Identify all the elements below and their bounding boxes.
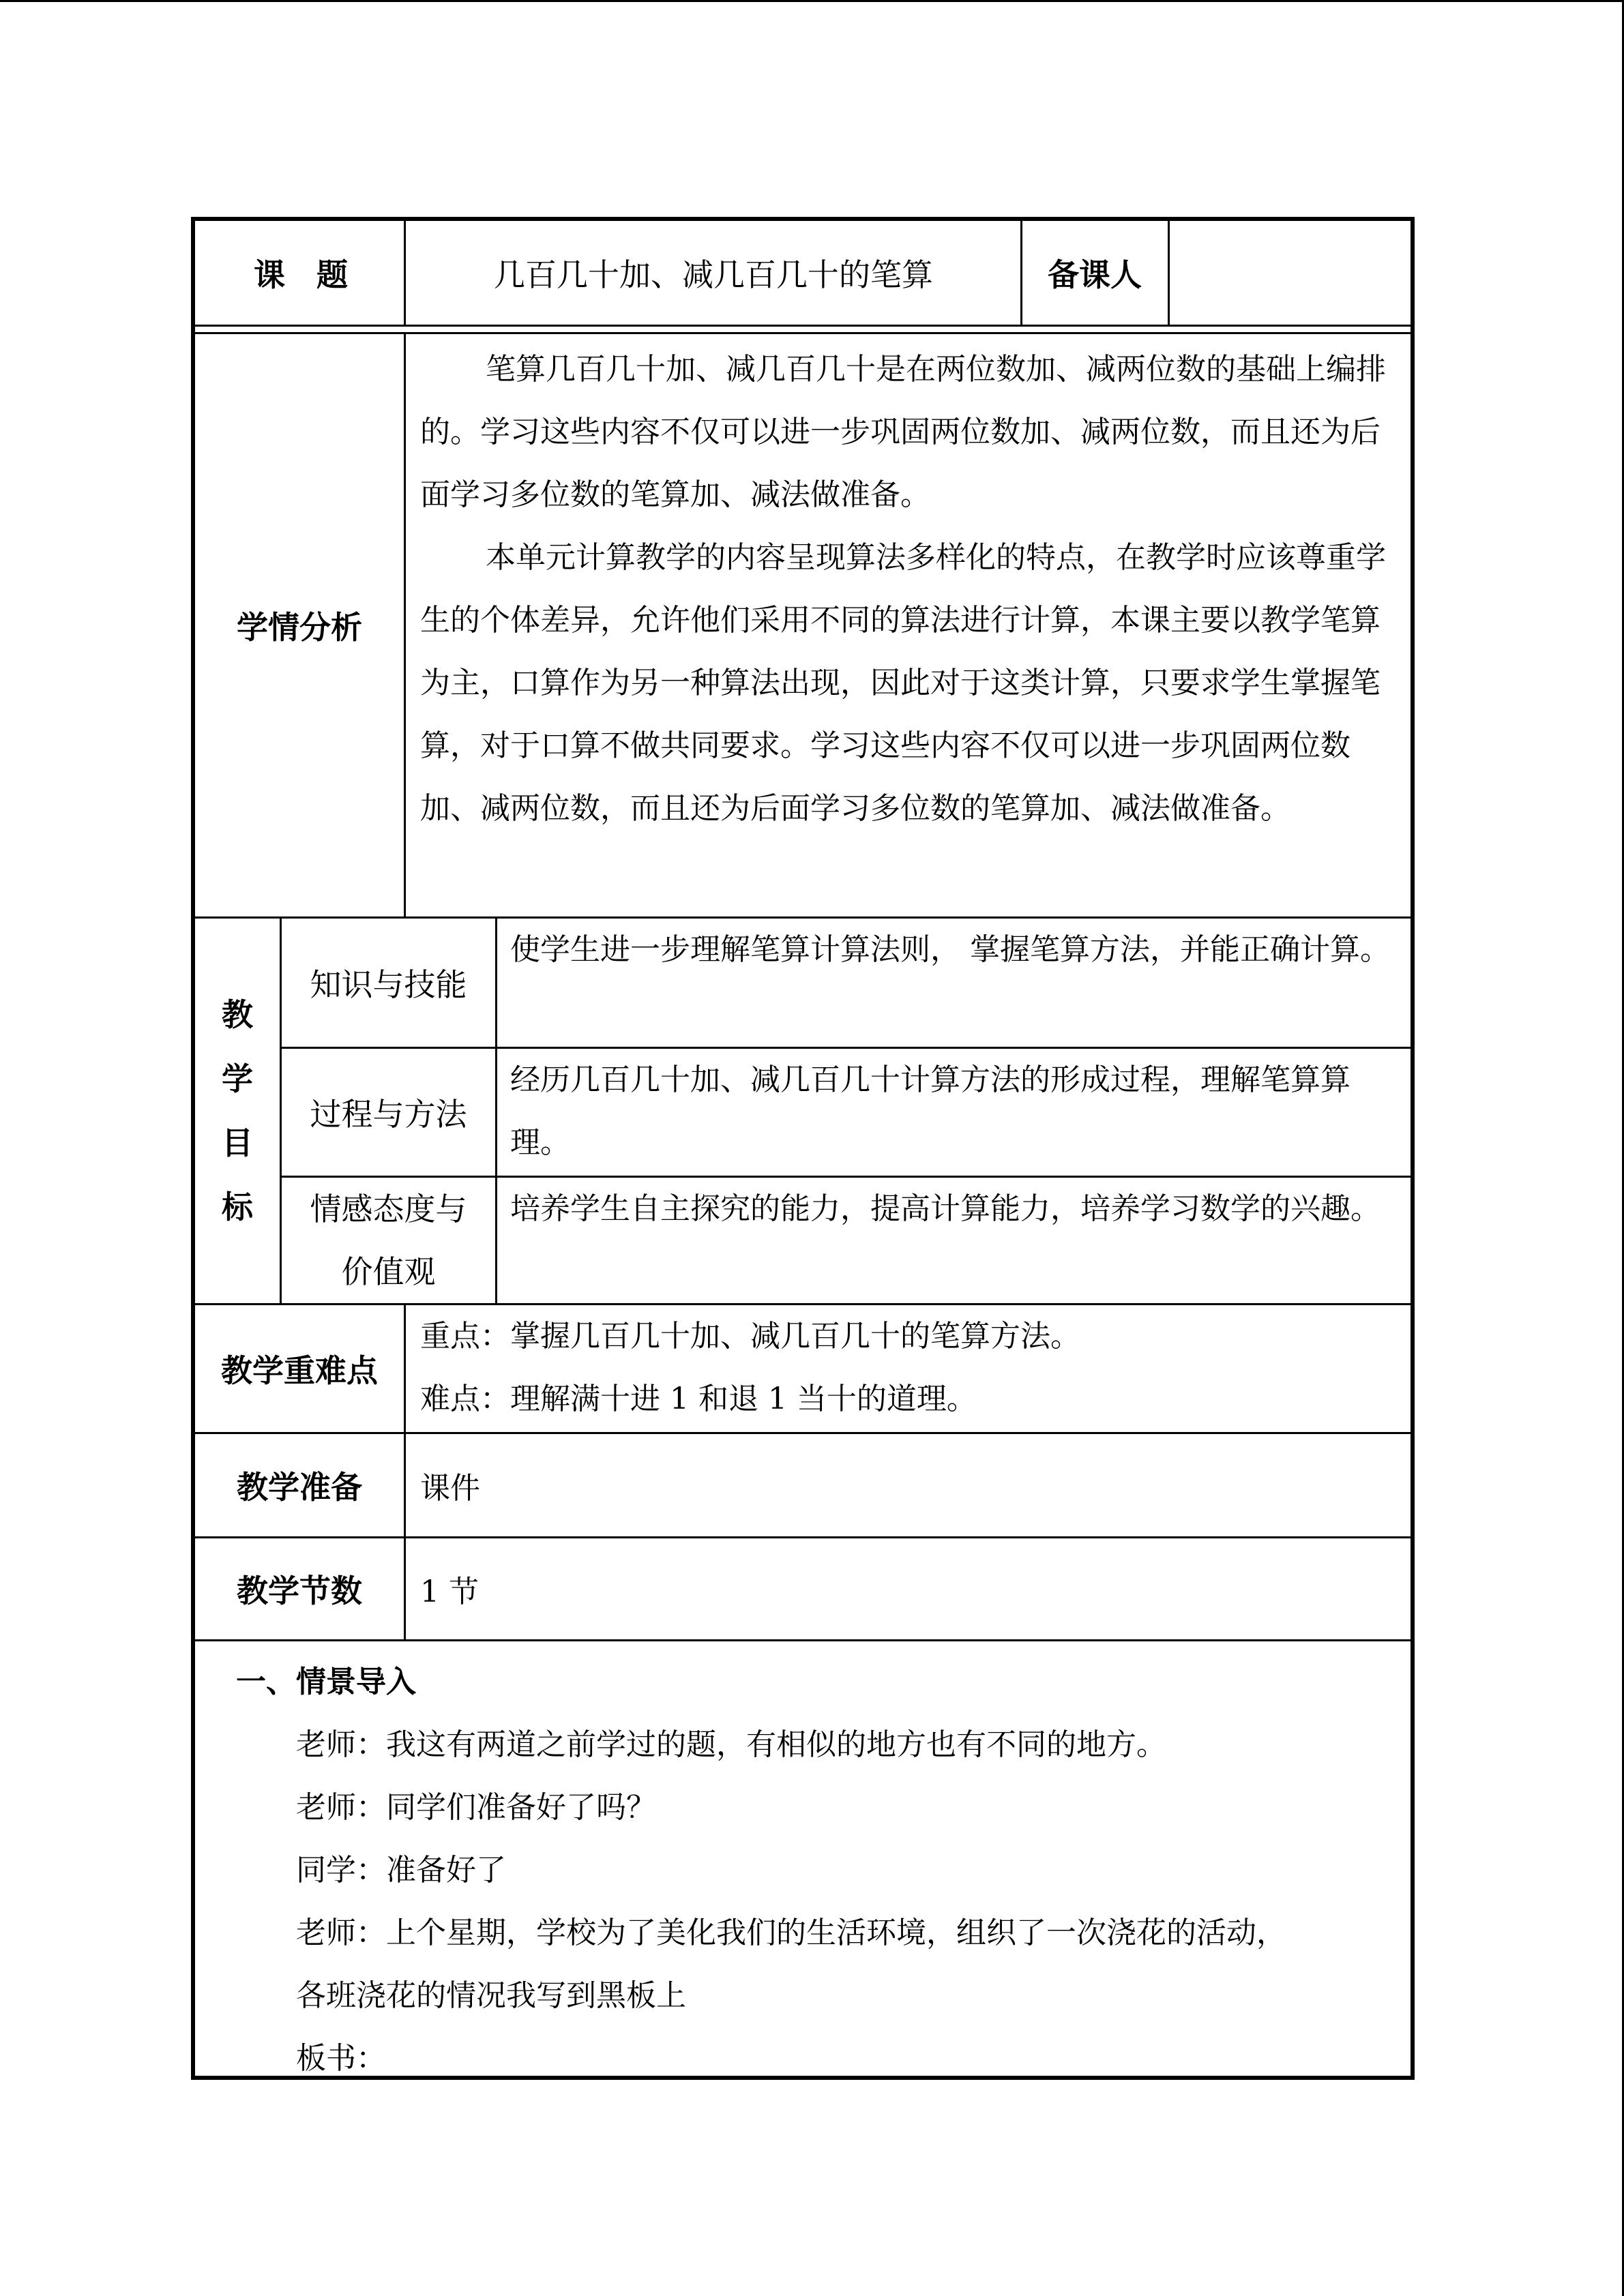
topic-label: 课 题 (254, 256, 348, 293)
process-line: 同学：准备好了 (296, 1853, 506, 1888)
analysis-text (420, 338, 1402, 918)
topic-value: 几百几十加、减几百几十的笔算 (494, 256, 933, 293)
preparation-divider (404, 1434, 406, 1536)
goal-category-process: 过程与方法 (310, 1096, 467, 1133)
goals-label-char-2: 学 (222, 1060, 253, 1097)
page-top-edge (0, 0, 1624, 2)
preparation-label: 教学准备 (237, 1469, 362, 1506)
sessions-value: 1 节 (420, 1575, 479, 1609)
process-section (195, 1641, 1411, 2076)
header-divider-2 (1020, 221, 1022, 325)
preparation-value: 课件 (420, 1471, 480, 1506)
keypoints-label: 教学重难点 (221, 1352, 378, 1389)
analysis-divider (404, 334, 406, 916)
sessions-divider (404, 1538, 406, 1639)
header-divider-3 (1168, 221, 1170, 325)
goals-label-char-4: 标 (222, 1189, 253, 1225)
goal-text-process: 经历几百几十加、减几百几十计算方法的形成过程，理解笔算算理。 (510, 1062, 1350, 1160)
process-line: 老师：上个星期，学校为了美化我们的生活环境，组织了一次浇花的活动， (296, 1915, 1286, 1950)
analysis-label: 学情分析 (237, 609, 362, 646)
analysis-paragraph-2: 本单元计算教学的内容呈现算法多样化的特点，在教学时应该尊重学生的个体差异，允许他们采用不同的算法进行计算，本课主要以教学笔算为主，口算作为另一种算法出现，因此对于这类计算，只要求学生掌握笔算，对于口算不做共同要求。学习这些内容不仅可以进一步巩固两位数加、减两位数，而且还为后面学习多位数的笔算加、减法做准备。 (420, 540, 1386, 826)
keypoints-divider (404, 1305, 406, 1432)
goal-category-attitude: 情感态度与价值观 (310, 1191, 467, 1290)
process-line: 老师：同学们准备好了吗？ (296, 1790, 656, 1825)
goal-category-knowledge: 知识与技能 (310, 966, 467, 1003)
process-line: 老师：我这有两道之前学过的题，有相似的地方也有不同的地方。 (296, 1727, 1166, 1762)
goals-label-char-3: 目 (222, 1124, 253, 1161)
process-lines (296, 1714, 1401, 2090)
keypoints-text (420, 1305, 1402, 1432)
analysis-paragraph-1: 笔算几百几十加、减几百几十是在两位数加、减两位数的基础上编排的。学习这些内容不仅可以进一步巩固两位数加、减两位数，而且还为后面学习多位数的笔算加、减法做准备。 (420, 352, 1386, 512)
header-divider-1 (404, 221, 406, 325)
goal-text-attitude: 培养学生自主探究的能力，提高计算能力，培养学习数学的兴趣。 (510, 1191, 1381, 1226)
process-line: 板书： (296, 2041, 386, 2076)
process-line: 各班浇花的情况我写到黑板上 (296, 1978, 686, 2013)
preparer-label: 备课人 (1048, 256, 1142, 293)
goal-text-knowledge: 使学生进一步理解笔算计算法则， 掌握笔算方法，并能正确计算。 (510, 932, 1390, 967)
goals-label (195, 919, 280, 1303)
process-section-title: 一、情景导入 (236, 1665, 416, 1699)
goals-label-char-1: 教 (222, 996, 253, 1033)
goals-category-divider (495, 919, 497, 1303)
preparer-value (1169, 221, 1411, 325)
lesson-plan-table (191, 217, 1415, 2080)
header-bottom-rule (195, 325, 1411, 327)
sessions-label: 教学节数 (237, 1572, 362, 1609)
keypoint-key: 重点：掌握几百几十加、减几百几十的笔算方法。 (420, 1319, 1080, 1354)
keypoint-difficult: 难点：理解满十进 1 和退 1 当十的道理。 (420, 1382, 977, 1416)
